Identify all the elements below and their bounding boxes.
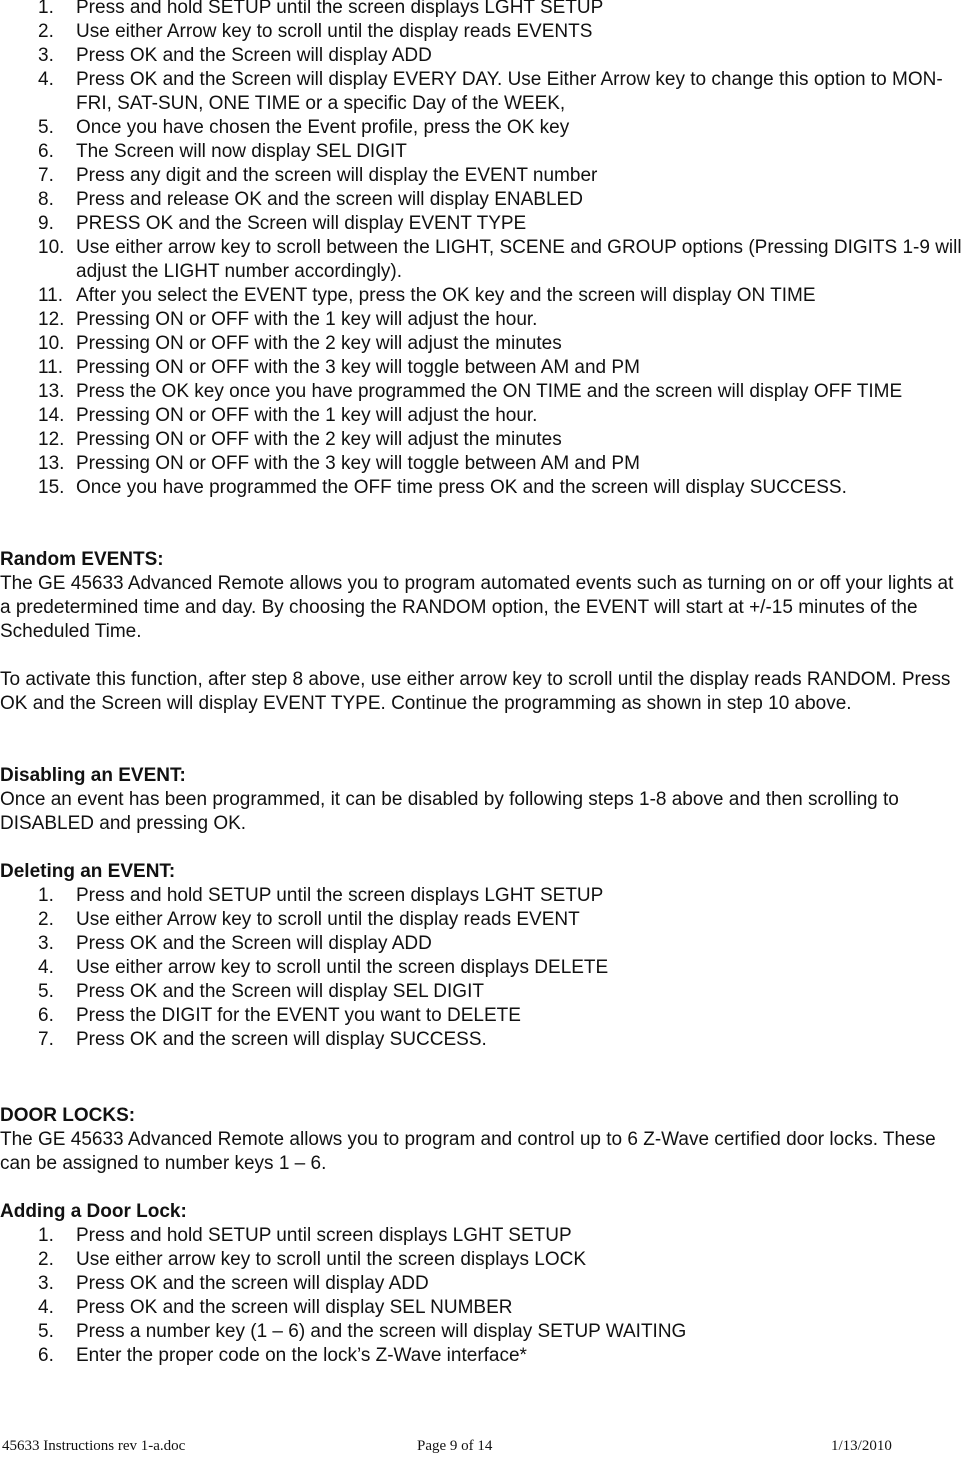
list-item-text: Pressing ON or OFF with the 3 key will toggle between AM and PM <box>76 357 640 378</box>
list-item <box>38 0 968 20</box>
list-item <box>38 308 968 332</box>
random-events-paragraph-1: The GE 45633 Advanced Remote allows you to program automated events such as turning on or off your lights at a predetermined time and day. By choosing the RANDOM option, the EVENT will start at +/-15 minutes of the Scheduled Time. <box>0 573 954 642</box>
footer-page-number: Page 9 of 14 <box>417 1438 493 1454</box>
list-item <box>38 404 968 428</box>
list-item-number: 2. <box>38 21 54 42</box>
list-item-number: 6. <box>38 1345 54 1366</box>
list-item-number: 11. <box>38 285 64 306</box>
list-item <box>38 44 968 68</box>
list-item-text: Press OK and the screen will display SEL NUMBER <box>76 1297 513 1318</box>
list-item-text: PRESS OK and the Screen will display EVENT TYPE <box>76 213 527 234</box>
list-item-text: Pressing ON or OFF with the 3 key will toggle between AM and PM <box>76 453 640 474</box>
list-item-text: Once you have chosen the Event profile, press the OK key <box>76 117 570 138</box>
list-item <box>38 164 968 188</box>
list-item-number: 4. <box>38 1297 54 1318</box>
deleting-event-heading: Deleting an EVENT: <box>0 861 176 882</box>
list-item-text: Press the DIGIT for the EVENT you want to DELETE <box>76 1005 521 1026</box>
list-item-number: 3. <box>38 933 54 954</box>
list-item-text: Use either arrow key to scroll until the screen displays LOCK <box>76 1249 587 1270</box>
list-item-text: Press OK and the screen will display ADD <box>76 1273 429 1294</box>
list-item-number: 5. <box>38 981 54 1002</box>
list-item-text: Use either Arrow key to scroll until the display reads EVENT <box>76 909 580 930</box>
list-item <box>38 68 968 116</box>
list-item-number: 13. <box>38 381 65 402</box>
list-item <box>38 356 968 380</box>
list-item-number: 9. <box>38 213 54 234</box>
list-item <box>38 188 968 212</box>
list-item-text: Press and hold SETUP until the screen displays LGHT SETUP <box>76 0 604 18</box>
list-item <box>38 1320 968 1344</box>
list-item-number: 14. <box>38 405 65 426</box>
footer-filename: 45633 Instructions rev 1-a.doc <box>2 1438 186 1454</box>
list-item-number: 3. <box>38 45 54 66</box>
list-item-number: 11. <box>38 357 64 378</box>
list-item-text: Pressing ON or OFF with the 2 key will adjust the minutes <box>76 429 562 450</box>
list-item-text: Use either arrow key to scroll between the LIGHT, SCENE and GROUP options (Pressing DIGITS 1-9 will adjust the LIGHT number accordingly). <box>76 237 962 282</box>
list-item <box>38 452 968 476</box>
list-item <box>38 380 968 404</box>
list-item <box>38 116 968 140</box>
list-item <box>38 212 968 236</box>
footer-date: 1/13/2010 <box>831 1438 892 1454</box>
door-locks-paragraph: The GE 45633 Advanced Remote allows you to program and control up to 6 Z-Wave certified door locks. These can be assigned to number keys 1 – 6. <box>0 1129 936 1174</box>
list-item-number: 7. <box>38 165 54 186</box>
list-item <box>38 428 968 452</box>
list-item-text: Once you have programmed the OFF time press OK and the screen will display SUCCESS. <box>76 477 847 498</box>
list-item <box>38 20 968 44</box>
adding-door-lock-heading: Adding a Door Lock: <box>0 1201 187 1222</box>
list-item-number: 1. <box>38 0 54 18</box>
list-item <box>38 476 968 500</box>
list-item-text: Press OK and the Screen will display ADD <box>76 933 432 954</box>
list-item-text: Press and release OK and the screen will display ENABLED <box>76 189 583 210</box>
list-item <box>38 884 968 908</box>
list-item-text: Pressing ON or OFF with the 1 key will adjust the hour. <box>76 405 538 426</box>
list-item-text: Press OK and the Screen will display SEL DIGIT <box>76 981 484 1002</box>
list-item <box>38 1028 968 1052</box>
random-events-paragraph-2: To activate this function, after step 8 above, use either arrow key to scroll until the display reads RANDOM. Press OK and the Screen will display EVENT TYPE. Continue the programming as shown in step 10 above. <box>0 669 951 714</box>
list-item-text: Press OK and the Screen will display EVERY DAY. Use Either Arrow key to change this option to MON-FRI, SAT-SUN, ONE TIME or a specific Day of the WEEK, <box>76 69 943 114</box>
list-item-text: After you select the EVENT type, press the OK key and the screen will display ON TIME <box>76 285 816 306</box>
disabling-event-heading: Disabling an EVENT: <box>0 765 186 786</box>
list-item <box>38 236 968 284</box>
list-item-number: 5. <box>38 1321 54 1342</box>
list-item-number: 10. <box>38 237 65 258</box>
list-item-number: 10. <box>38 333 65 354</box>
list-item <box>38 1296 968 1320</box>
event-steps-list <box>38 0 968 500</box>
list-item-number: 6. <box>38 141 54 162</box>
list-item-number: 8. <box>38 189 54 210</box>
list-item <box>38 908 968 932</box>
list-item-number: 7. <box>38 1029 54 1050</box>
list-item <box>38 284 968 308</box>
list-item-number: 1. <box>38 1225 54 1246</box>
list-item <box>38 1248 968 1272</box>
list-item-text: Press OK and the screen will display SUCCESS. <box>76 1029 487 1050</box>
list-item <box>38 1344 968 1368</box>
disabling-event-paragraph: Once an event has been programmed, it can be disabled by following steps 1-8 above and then scrolling to DISABLED and pressing OK. <box>0 789 899 834</box>
list-item <box>38 1272 968 1296</box>
list-item-number: 13. <box>38 453 65 474</box>
list-item <box>38 932 968 956</box>
list-item <box>38 1224 968 1248</box>
list-item-number: 6. <box>38 1005 54 1026</box>
list-item-text: Press a number key (1 – 6) and the screen will display SETUP WAITING <box>76 1321 687 1342</box>
list-item <box>38 980 968 1004</box>
list-item-text: Press any digit and the screen will display the EVENT number <box>76 165 598 186</box>
list-item-text: Press the OK key once you have programmed the ON TIME and the screen will display OFF TIME <box>76 381 903 402</box>
list-item-number: 4. <box>38 69 54 90</box>
list-item-text: Use either arrow key to scroll until the screen displays DELETE <box>76 957 609 978</box>
list-item-text: Press and hold SETUP until the screen displays LGHT SETUP <box>76 885 604 906</box>
list-item-text: Press OK and the Screen will display ADD <box>76 45 432 66</box>
list-item-text: Enter the proper code on the lock’s Z-Wave interface* <box>76 1345 527 1366</box>
list-item-number: 4. <box>38 957 54 978</box>
list-item-number: 3. <box>38 1273 54 1294</box>
delete-steps-list <box>38 884 968 1052</box>
list-item <box>38 332 968 356</box>
random-events-heading: Random EVENTS: <box>0 549 164 570</box>
list-item-text: Press and hold SETUP until screen displays LGHT SETUP <box>76 1225 572 1246</box>
list-item-number: 15. <box>38 477 65 498</box>
list-item-number: 5. <box>38 117 54 138</box>
add-lock-steps-list <box>38 1224 968 1368</box>
list-item <box>38 956 968 980</box>
list-item-number: 12. <box>38 309 65 330</box>
list-item <box>38 140 968 164</box>
list-item-text: Pressing ON or OFF with the 1 key will adjust the hour. <box>76 309 538 330</box>
list-item-text: Pressing ON or OFF with the 2 key will adjust the minutes <box>76 333 562 354</box>
list-item <box>38 1004 968 1028</box>
door-locks-heading: DOOR LOCKS: <box>0 1105 136 1126</box>
list-item-number: 1. <box>38 885 54 906</box>
list-item-text: The Screen will now display SEL DIGIT <box>76 141 407 162</box>
list-item-number: 12. <box>38 429 65 450</box>
list-item-number: 2. <box>38 909 54 930</box>
list-item-number: 2. <box>38 1249 54 1270</box>
list-item-text: Use either Arrow key to scroll until the display reads EVENTS <box>76 21 593 42</box>
